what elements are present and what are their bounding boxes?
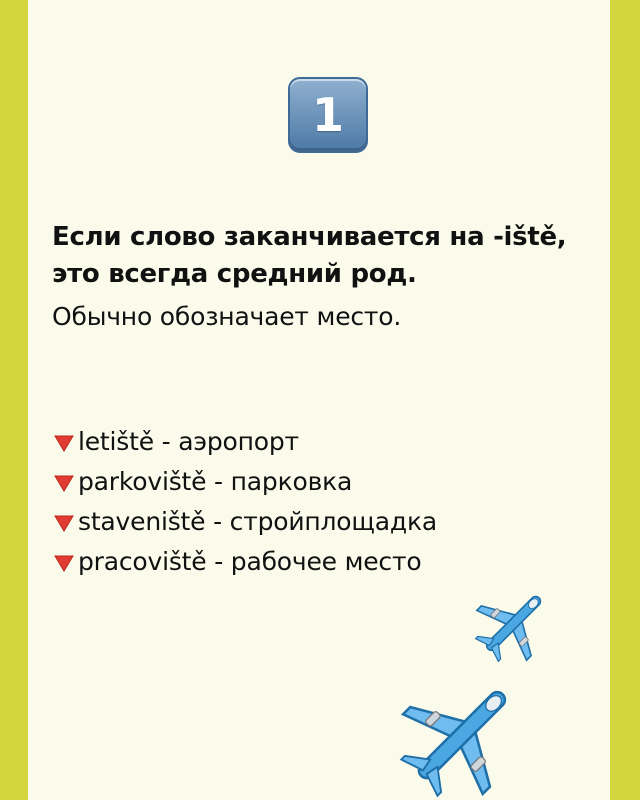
example-translation: стройплощадка xyxy=(229,507,437,536)
red-triangle-down-icon xyxy=(52,430,76,454)
keycap-number-icon xyxy=(288,77,368,153)
red-triangle-down-icon xyxy=(52,470,76,494)
red-triangle-down-icon xyxy=(52,510,76,534)
example-translation: парковка xyxy=(230,467,353,496)
examples-list xyxy=(52,422,437,582)
airplane-icon xyxy=(386,672,536,800)
list-item xyxy=(52,502,437,542)
example-separator: - xyxy=(153,427,179,456)
example-word: letiště xyxy=(78,427,154,456)
example-translation: аэропорт xyxy=(178,427,299,456)
example-separator: - xyxy=(206,547,231,576)
example-word: pracoviště xyxy=(78,547,207,576)
example-word: staveniště xyxy=(78,507,206,536)
badge-number: 1 xyxy=(311,88,344,142)
example-separator: - xyxy=(206,467,231,496)
example-separator: - xyxy=(205,507,230,536)
heading-line-2: это всегда средний род. xyxy=(52,259,417,289)
airplane-icon xyxy=(468,584,558,664)
red-triangle-down-icon xyxy=(52,550,76,574)
list-item xyxy=(52,462,437,502)
example-translation: рабочее место xyxy=(230,547,422,576)
heading-line-1: Если слово заканчивается на -iště, xyxy=(52,222,567,252)
example-word: parkoviště xyxy=(78,467,207,496)
rule-subtext: Обычно обозначает место. xyxy=(52,302,402,331)
list-item xyxy=(52,542,437,582)
list-item xyxy=(52,422,437,462)
rule-heading xyxy=(52,219,612,293)
